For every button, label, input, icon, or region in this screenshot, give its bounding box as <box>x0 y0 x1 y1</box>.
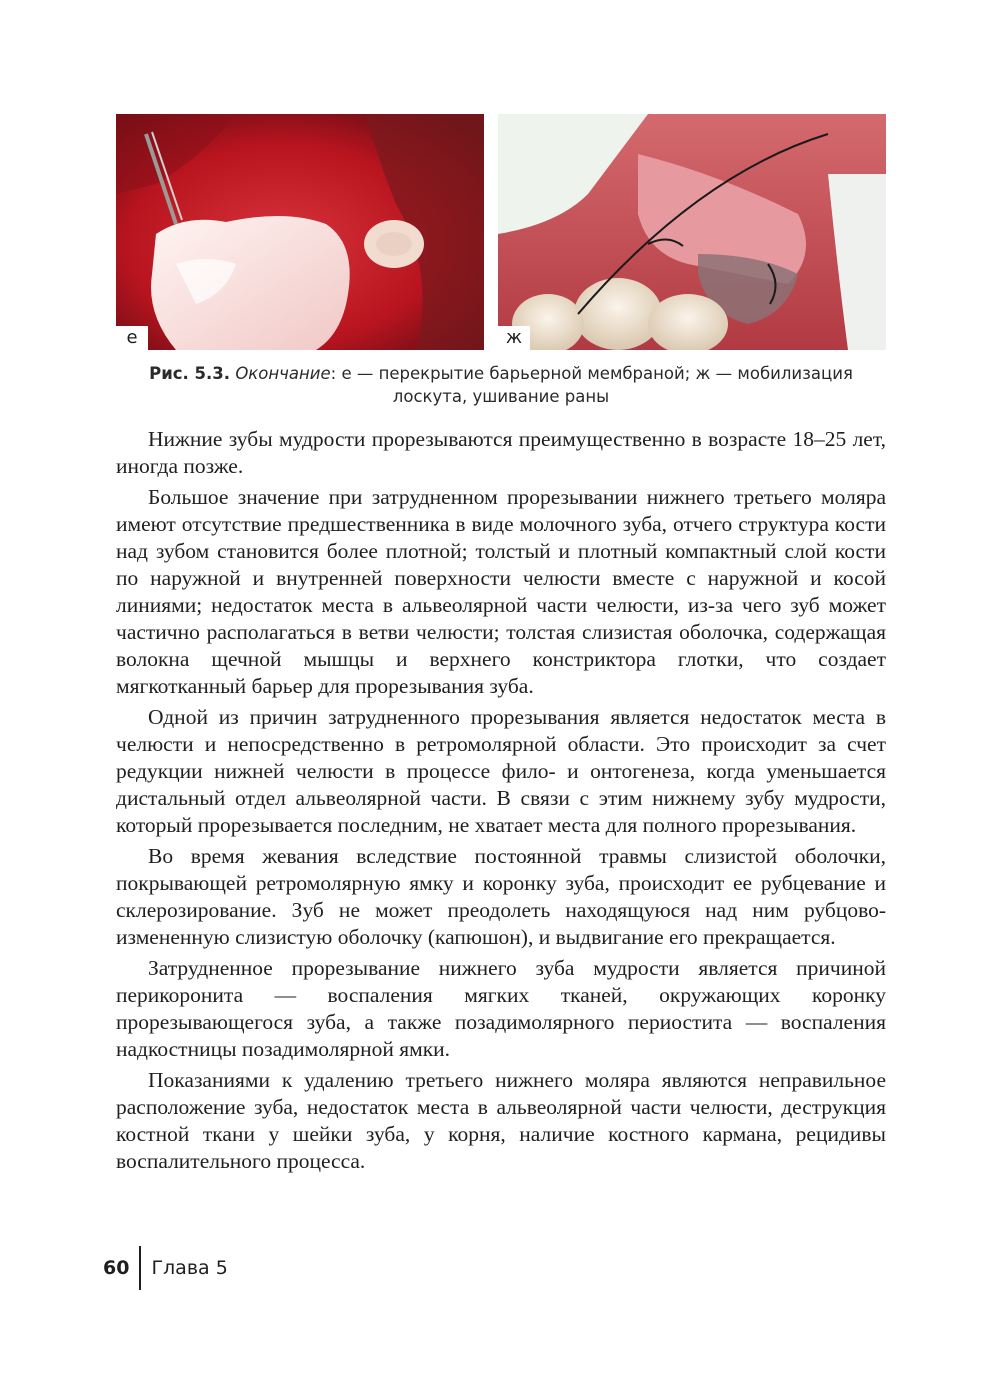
figure-number: Рис. 5.3. <box>149 364 231 383</box>
paragraph: Одной из причин затрудненного прорезывания является недостаток места в челюсти и непосредственно в ретромолярной области. Это происходит за счет редукции нижней челюсти в процессе фило- и онтогенеза, когда уменьшается дистальный отдел альвеолярной части. В связи с этим нижнему зубу мудрости, который прорезывается последним, не хватает места для полного прорезывания. <box>116 705 886 837</box>
photo-barrier-membrane <box>116 114 484 350</box>
figure-caption <box>116 362 886 408</box>
photo-wound-suturing <box>498 114 886 350</box>
page-number: 60 <box>103 1257 130 1279</box>
panel-label: е <box>116 326 148 350</box>
paragraph: Большое значение при затрудненном прорезывании нижнего третьего моляра имеют отсутствие предшественника в виде молочного зуба, отчего структура кости над зубом становится более плотной; толстый и плотный компактный слой кости по наружной и внутренней поверхности челюсти вместе с наружной и косой линиями; недостаток места в альвеолярной части челюсти, из-за чего зуб может частично располагаться в ветви челюсти; толстая слизистая оболочка, содержащая волокна щечной мышцы и верхнего констриктора глотки, что создает мягкотканный барьер для прорезывания зуба. <box>116 485 886 698</box>
footer-divider <box>139 1246 141 1290</box>
page-footer <box>103 1246 228 1290</box>
paragraph: Показаниями к удалению третьего нижнего моляра являются неправильное расположение зуба, недостаток места в альвеолярной части челюсти, деструкция костной ткани у шейки зуба, у корня, наличие костного кармана, рецидивы воспалительного процесса. <box>116 1068 886 1173</box>
panel-label: ж <box>498 326 530 350</box>
paragraph: Нижние зубы мудрости прорезываются преимущественно в возрасте 18–25 лет, иногда позже. <box>116 427 886 478</box>
figure <box>116 114 886 350</box>
chapter-title: Глава 5 <box>151 1257 228 1279</box>
body-text <box>116 426 886 1179</box>
caption-lead: Окончание <box>235 364 331 383</box>
paragraph: Затрудненное прорезывание нижнего зуба мудрости является причиной перикоронита — воспаления мягких тканей, окружающих коронку прорезывающегося зуба, а также позадимолярного периостита — воспаления надкостницы позадимолярной ямки. <box>116 956 886 1061</box>
caption-text: : е — перекрытие барьерной мембраной; ж — мобилизация лоскута, ушивание раны <box>330 364 853 406</box>
paragraph: Во время жевания вследствие постоянной травмы слизистой оболочки, покрывающей ретромолярную ямку и коронку зуба, происходит ее рубцевание и склерозирование. Зуб не может преодолеть находящуюся над ним рубцово-измененную слизистую оболочку (капюшон), и выдвигание его прекращается. <box>116 844 886 949</box>
